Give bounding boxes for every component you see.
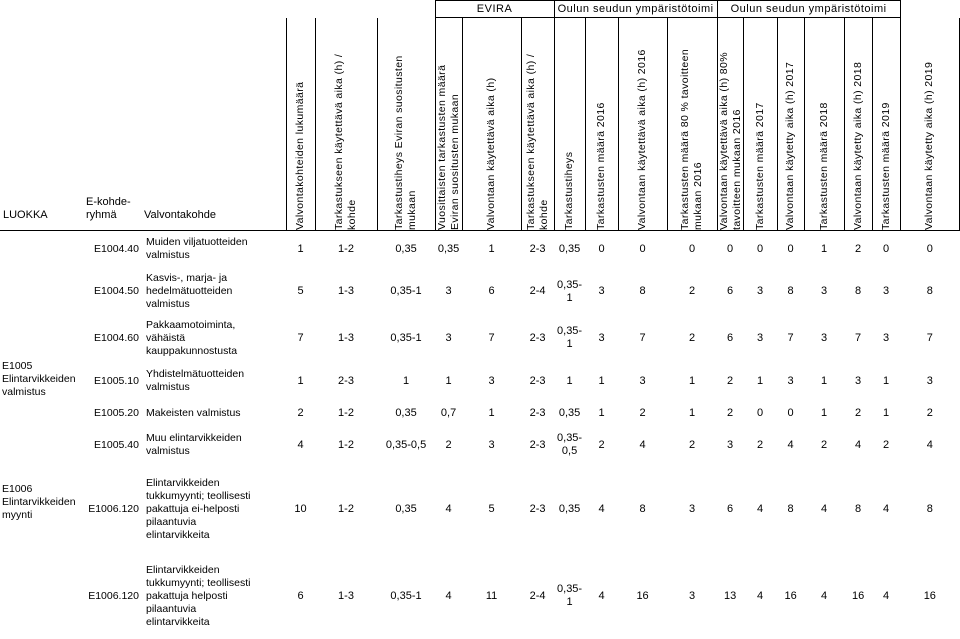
value-cell: 0,35-1 (557, 278, 583, 304)
value-cell: 4 (445, 589, 452, 602)
value-cell: 1 (488, 406, 495, 419)
header-col-14 (804, 18, 844, 231)
value-cell: 7 (926, 331, 933, 344)
header-valvontakohde: Valvontakohde (141, 18, 255, 231)
value-cell: 1-2 (338, 502, 354, 515)
value-cell: 4 (639, 438, 646, 451)
table-row (0, 230, 960, 268)
ekohde-code: E1006.120 (88, 502, 139, 515)
value-cell: 4 (821, 502, 828, 515)
value-cell: 1-2 (338, 242, 354, 255)
value-cell: 2-3 (529, 438, 546, 451)
value-cell: 3 (883, 331, 890, 344)
value-cell: 0 (757, 406, 764, 419)
value-cell: 3 (727, 438, 734, 451)
spacer-cell (255, 361, 286, 401)
spacer-cell (255, 315, 286, 361)
value-cell: 8 (639, 502, 646, 515)
value-cell: 8 (787, 502, 794, 515)
value-cell: 1 (598, 374, 605, 387)
value-cell: 7 (297, 331, 304, 344)
value-cell: 1 (757, 374, 764, 387)
value-cell: 3 (821, 331, 828, 344)
ekohde-code: E1006.120 (88, 589, 139, 602)
value-cell: 0,35 (395, 406, 417, 419)
value-cell: 2 (598, 438, 605, 451)
value-cell: 8 (926, 285, 933, 297)
value-cell: 2-3 (529, 374, 546, 387)
value-cell: 6 (727, 285, 734, 297)
ekohde-code: E1005.20 (94, 406, 139, 419)
group-header-evira: EVIRA (435, 1, 554, 18)
ekohde-code: E1004.40 (94, 242, 139, 255)
header-col-7 (554, 18, 585, 231)
value-cell: 4 (883, 589, 890, 602)
value-cell: 1-2 (338, 438, 354, 451)
header-col-label: Tarkastusten määrä 80 % tavoitteen mukaan 2016 (679, 48, 705, 230)
table-row (0, 361, 960, 401)
header-col-label: Valvontakohteiden lukumäärä (294, 81, 306, 230)
header-col-15 (844, 18, 872, 231)
spacer-cell (255, 465, 286, 553)
value-cell: 4 (883, 502, 890, 515)
value-cell: 5 (297, 285, 304, 297)
value-cell: 2-3 (529, 406, 546, 419)
header-ekohderyhma: E-kohde-ryhmä (83, 18, 141, 231)
header-col-label: Tarkastustiheys Eviran suositusten mukaan (393, 54, 419, 230)
value-cell: 16 (851, 589, 865, 602)
luokka-cell (0, 425, 83, 465)
header-col-label: Valvontaan käytettävä aika (h) (485, 77, 498, 230)
header-col-3 (377, 18, 435, 231)
value-cell: 5 (488, 502, 495, 515)
luokka-cell: E1005 Elintarvikkeiden valmistus (2, 360, 76, 398)
ekohde-code: E1004.60 (94, 331, 139, 344)
value-cell: 3 (488, 374, 495, 387)
value-cell: 0 (787, 242, 794, 255)
value-cell: 1 (488, 242, 495, 255)
value-cell: 2 (883, 438, 890, 451)
value-cell: 8 (855, 285, 862, 297)
value-cell: 6 (727, 331, 734, 344)
value-cell: 2 (926, 406, 933, 419)
value-cell: 4 (787, 438, 794, 451)
value-cell: 1-3 (338, 285, 354, 297)
value-cell: 0,35 (558, 406, 581, 419)
value-cell: 0 (689, 242, 696, 255)
spacer-cell (255, 425, 286, 465)
value-cell: 3 (598, 331, 605, 344)
value-cell: 10 (294, 502, 307, 515)
value-cell: 3 (926, 374, 933, 387)
value-cell: 7 (855, 331, 862, 344)
value-cell: 3 (821, 285, 828, 297)
table-row (0, 425, 960, 465)
spacer-cell (255, 268, 286, 315)
value-cell: 1 (598, 406, 605, 419)
value-cell: 2-4 (529, 589, 546, 602)
table-row (0, 315, 960, 361)
group-header-oulu-1: Oulun seudun ympäristötoimi (554, 1, 717, 18)
value-cell: 4 (926, 438, 933, 451)
table-row (0, 465, 960, 553)
header-col-4 (435, 18, 462, 231)
value-cell: 2 (855, 406, 862, 419)
table-row (0, 401, 960, 425)
value-cell: 1 (883, 374, 890, 387)
value-cell: 0,35-0,5 (557, 432, 583, 457)
valvontakohde-name: Yhdistelmätuotteiden valmistus (146, 368, 245, 393)
valvontakohde-name: Muu elintarvikkeiden valmistus (146, 432, 242, 457)
value-cell: 3 (689, 589, 696, 602)
value-cell: 6 (297, 589, 304, 602)
value-cell: 0,35-1 (390, 589, 422, 602)
header-col-label: Tarkastukseen käytettävä aika (h) / kohde (524, 53, 550, 230)
value-cell: 2-3 (529, 242, 546, 255)
value-cell: 4 (757, 502, 764, 515)
value-cell: 2-4 (529, 285, 546, 297)
value-cell: 13 (723, 589, 737, 602)
value-cell: 2 (821, 438, 828, 451)
header-col-label: Tarkastukseen käytettävä aika (h) / kohde (333, 53, 358, 230)
value-cell: 1 (689, 406, 696, 419)
header-col-label: Valvontaan käytettävä aika (h) 80% tavoitteen mukaan 2016 (717, 51, 743, 230)
ekohde-code: E1004.50 (94, 285, 139, 297)
value-cell: 7 (488, 331, 495, 344)
value-cell: 2-3 (529, 331, 546, 344)
value-cell: 1 (821, 406, 828, 419)
header-spacer (255, 18, 286, 231)
value-cell: 1 (821, 374, 828, 387)
value-cell: 3 (445, 285, 452, 297)
value-cell: 3 (639, 374, 646, 387)
value-cell: 1 (821, 242, 828, 255)
header-col-10 (667, 18, 717, 231)
value-cell: 4 (598, 589, 605, 602)
value-cell: 11 (485, 589, 498, 602)
value-cell: 1 (297, 374, 304, 387)
value-cell: 2 (297, 406, 304, 419)
value-cell: 2 (855, 242, 862, 255)
group-header-oulu-2: Oulun seudun ympäristötoimi (717, 1, 900, 18)
luokka-cell (0, 401, 83, 425)
luokka-cell: E1006 Elintarvikkeiden myynti (2, 482, 76, 521)
header-col-16 (872, 18, 900, 231)
value-cell: 3 (488, 438, 495, 451)
value-cell: 1 (689, 374, 696, 387)
value-cell: 1-3 (338, 589, 354, 602)
value-cell: 0 (727, 242, 734, 255)
value-cell: 7 (639, 331, 646, 344)
value-cell: 2 (689, 331, 696, 344)
header-col-5 (462, 18, 521, 231)
header-col-2 (315, 18, 377, 231)
value-cell: 4 (855, 438, 862, 451)
valvontakohde-name: Kasvis-, marja- ja hedelmätuotteiden valmistus (146, 272, 233, 310)
value-cell: 4 (757, 589, 764, 602)
value-cell: 8 (787, 285, 794, 297)
luokka-cell (0, 553, 83, 639)
value-cell: 6 (488, 285, 495, 297)
header-col-label: Vuosittaisten tarkastusten määrä Eviran suositusten mukaan (435, 64, 461, 230)
value-cell: 3 (787, 374, 794, 387)
header-col-label: Tarkastustiheys (563, 151, 576, 230)
spacer-cell (255, 230, 286, 268)
valvontakohde-name: Pakkaamotoiminta, vähäistä kauppakunnostusta (146, 318, 238, 357)
valvontakohde-name: Muiden viljatuotteiden valmistus (146, 236, 248, 262)
value-cell: 8 (855, 502, 862, 515)
value-cell: 0,35-1 (390, 285, 422, 297)
value-cell: 3 (855, 374, 862, 387)
value-cell: 3 (689, 502, 696, 515)
header-col-9 (618, 18, 667, 231)
value-cell: 2 (639, 406, 646, 419)
header-col-label: Valvontaan käytetty aika (h) 2018 (851, 61, 864, 230)
header-col-label: Valvontaan käytetty aika (h) 2019 (923, 61, 936, 230)
value-cell: 1 (402, 374, 410, 387)
value-cell: 0,35-1 (557, 325, 583, 350)
value-cell: 2 (727, 374, 734, 387)
table-row (0, 268, 960, 315)
value-cell: 8 (926, 502, 933, 515)
value-cell: 4 (445, 502, 452, 515)
luokka-cell (0, 230, 83, 268)
valvontakohde-name: Elintarvikkeiden tukkumyynti; teollisesti pakattuja ei-helposti pilaantuvia elintarvikkeita (146, 476, 251, 541)
header-luokka: LUOKKA (0, 18, 83, 231)
value-cell: 0,35 (395, 502, 417, 515)
value-cell: 2 (689, 285, 696, 297)
value-cell: 4 (297, 438, 304, 451)
header-col-11 (717, 18, 743, 231)
value-cell: 2-3 (338, 374, 354, 387)
header-col-label: Tarkastusten määrä 2018 (817, 101, 830, 230)
value-cell: 2 (727, 406, 734, 419)
value-cell: 0,35 (395, 242, 417, 255)
value-cell: 1-3 (338, 331, 354, 344)
value-cell: 0,35 (558, 502, 581, 515)
ekohde-code: E1005.40 (94, 438, 139, 451)
value-cell: 0 (639, 242, 646, 255)
value-cell: 1-2 (338, 406, 354, 419)
value-cell: 0,7 (440, 406, 457, 419)
value-cell: 3 (598, 285, 605, 297)
header-col-8 (585, 18, 618, 231)
value-cell: 0,35-0,5 (385, 438, 427, 451)
value-cell: 4 (598, 502, 605, 515)
value-cell: 3 (757, 331, 764, 344)
header-col-label: Tarkastusten määrä 2019 (879, 101, 892, 230)
value-cell: 0 (757, 242, 764, 255)
value-cell: 16 (923, 589, 936, 602)
value-cell: 0 (926, 242, 933, 255)
header-col-label: Tarkastusten määrä 2017 (753, 101, 766, 230)
header-col-label: Valvontaan käytetty aika (h) 2017 (784, 61, 797, 230)
header-col-1 (286, 18, 315, 231)
header-col-label: Valvontaan käytettävä aika (h) 2016 (636, 48, 649, 230)
value-cell: 0 (598, 242, 605, 255)
value-cell: 2 (757, 438, 764, 451)
value-cell: 1 (883, 406, 890, 419)
value-cell: 0,35 (558, 242, 581, 255)
header-col-label: Tarkastusten määrä 2016 (595, 101, 608, 230)
value-cell: 0,35-1 (390, 331, 422, 344)
value-cell: 2 (445, 438, 452, 451)
header-col-12 (743, 18, 777, 231)
value-cell: 8 (639, 285, 646, 297)
value-cell: 3 (757, 285, 764, 297)
header-col-6 (521, 18, 554, 231)
valvontakohde-name: Makeisten valmistus (146, 406, 241, 419)
value-cell: 1 (445, 374, 452, 387)
value-cell: 16 (636, 589, 649, 602)
value-cell: 3 (883, 285, 890, 297)
value-cell: 3 (445, 331, 452, 344)
ekohde-code: E1005.10 (94, 374, 139, 387)
value-cell: 2-3 (529, 502, 546, 515)
value-cell: 1 (297, 242, 304, 255)
valvontakohde-name: Elintarvikkeiden tukkumyynti; teollisesti pakattuja helposti pilaantuvia elintarvikkeita (146, 563, 251, 628)
header-col-17 (900, 18, 959, 231)
value-cell: 4 (821, 589, 828, 602)
spacer-cell (255, 553, 286, 639)
spacer-cell (255, 401, 286, 425)
header-col-13 (777, 18, 804, 231)
value-cell: 0 (883, 242, 890, 255)
value-cell: 16 (784, 589, 797, 602)
table-row (0, 553, 960, 639)
value-cell: 7 (787, 331, 794, 344)
value-cell: 1 (566, 374, 573, 387)
value-cell: 6 (727, 502, 734, 515)
value-cell: 0,35-1 (557, 583, 583, 608)
value-cell: 0 (787, 406, 794, 419)
value-cell: 2 (689, 438, 696, 451)
value-cell: 0,35 (437, 242, 460, 255)
